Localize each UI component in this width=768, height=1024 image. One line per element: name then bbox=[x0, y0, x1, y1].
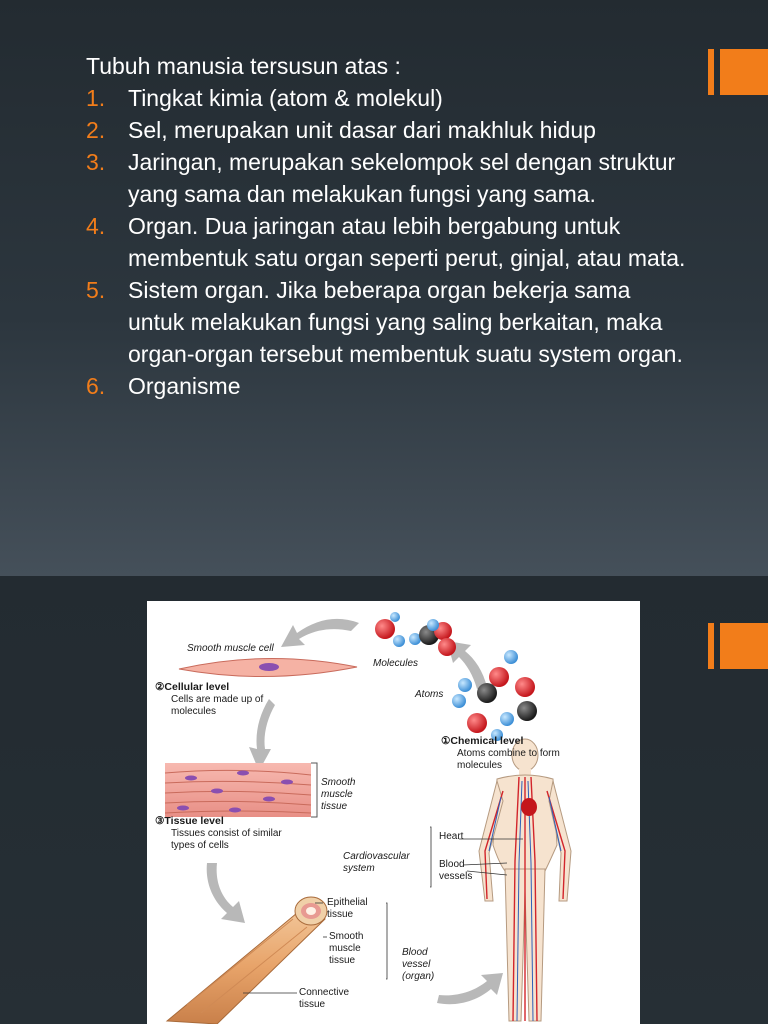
slide-accent-mark bbox=[708, 623, 768, 669]
arrow-tissue-to-organ bbox=[207, 863, 245, 923]
list-item bbox=[86, 210, 686, 274]
list-number: 4. bbox=[86, 213, 106, 239]
step-number-2: ② bbox=[155, 681, 165, 693]
organization-levels-list bbox=[86, 82, 686, 402]
smooth-muscle-tissue-organ-label: Smooth muscle tissue bbox=[329, 931, 364, 966]
accent-block bbox=[720, 623, 768, 669]
list-item bbox=[86, 114, 686, 146]
cellular-level-description: Cells are made up of molecules bbox=[171, 694, 264, 717]
connective-tissue-label: Connective tissue bbox=[299, 987, 350, 1010]
accent-bar bbox=[708, 623, 714, 669]
tissue-level-label bbox=[155, 815, 224, 827]
smooth-muscle-tissue bbox=[165, 763, 317, 817]
list-text: Tingkat kimia (atom & molekul) bbox=[128, 85, 443, 111]
epithelial-tissue-label: Epithelial tissue bbox=[327, 897, 368, 920]
list-item bbox=[86, 82, 686, 114]
heart-label: Heart bbox=[439, 831, 464, 842]
slide-heading: Tubuh manusia tersusun atas : bbox=[86, 53, 401, 79]
cellular-level-title: Cellular level bbox=[164, 681, 230, 693]
list-text: Jaringan, merupakan sekelompok sel dengan struktur yang sama dan melakukan fungsi yang sama. bbox=[128, 149, 676, 207]
chemical-level-title: Chemical level bbox=[450, 735, 524, 747]
list-text: Sel, merupakan unit dasar dari makhluk hidup bbox=[128, 117, 596, 143]
list-text: Organisme bbox=[128, 373, 241, 399]
list-item bbox=[86, 146, 686, 210]
list-text: Sistem organ. Jika beberapa organ bekerja sama untuk melakukan fungsi yang saling berkaitan, maka organ-organ tersebut membentuk suatu system organ. bbox=[128, 277, 683, 367]
organization-levels-figure bbox=[147, 601, 640, 1024]
atoms-label: Atoms bbox=[415, 689, 444, 700]
list-number: 3. bbox=[86, 149, 106, 175]
slide-accent-mark bbox=[708, 49, 768, 95]
list-item bbox=[86, 370, 686, 402]
molecules-label: Molecules bbox=[373, 658, 419, 669]
slide-2 bbox=[0, 576, 768, 1024]
blood-vessels-label: Blood vessels bbox=[439, 859, 473, 882]
blood-vessel-organ-label: Blood vessel (organ) bbox=[402, 947, 435, 982]
molecules-cluster bbox=[375, 612, 456, 656]
accent-block bbox=[720, 49, 768, 95]
slide-content bbox=[86, 50, 686, 402]
smooth-muscle-cell-label: Smooth muscle cell bbox=[187, 643, 274, 654]
list-number: 1. bbox=[86, 85, 106, 111]
arrow-molecules-to-cell bbox=[281, 619, 359, 647]
list-number: 2. bbox=[86, 117, 106, 143]
cellular-level-label bbox=[155, 681, 229, 693]
atoms-group bbox=[452, 650, 537, 741]
tissue-level-title: Tissue level bbox=[164, 815, 224, 827]
cardiovascular-system-label: Cardiovascular system bbox=[343, 851, 410, 874]
tissue-level-description: Tissues consist of similar types of cells bbox=[171, 828, 282, 851]
smooth-muscle-tissue-label: Smooth muscle tissue bbox=[321, 777, 356, 812]
list-number: 5. bbox=[86, 277, 106, 303]
list-number: 6. bbox=[86, 373, 106, 399]
step-number-3: ③ bbox=[155, 815, 165, 827]
chemical-level-label bbox=[441, 735, 523, 747]
chemical-level-description: Atoms combine to form molecules bbox=[457, 748, 560, 771]
step-number-1: ① bbox=[441, 735, 451, 747]
accent-bar bbox=[708, 49, 714, 95]
list-text: Organ. Dua jaringan atau lebih bergabung untuk membentuk satu organ seperti perut, ginjal, atau mata. bbox=[128, 213, 686, 271]
list-item bbox=[86, 274, 686, 370]
